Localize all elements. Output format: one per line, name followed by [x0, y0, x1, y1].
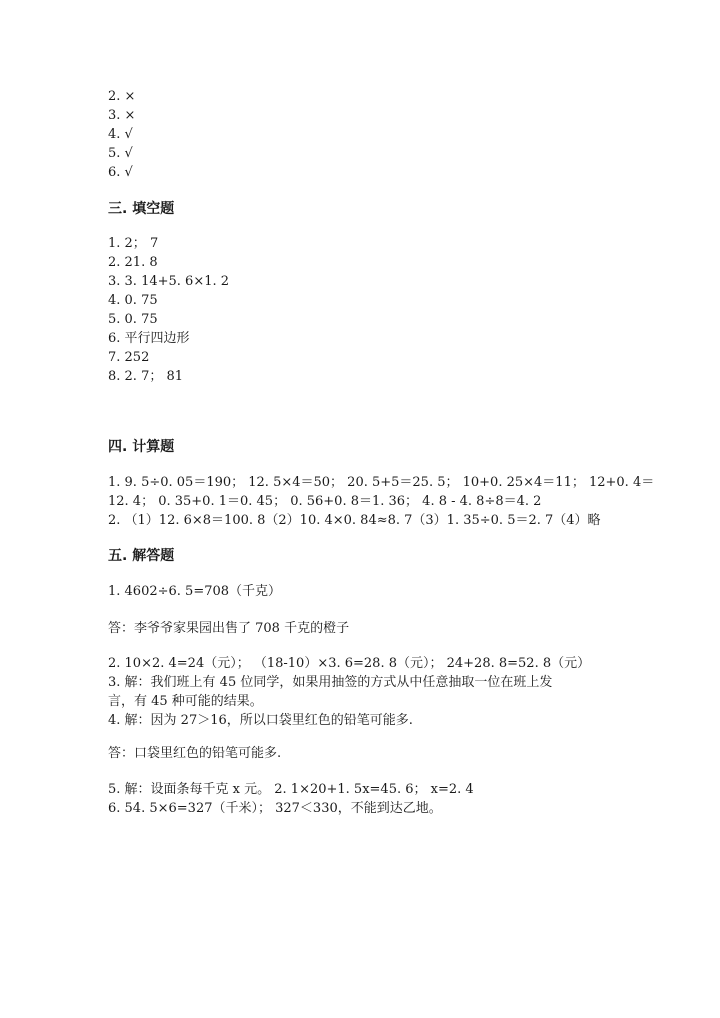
- solve-answer-2: 2. 10×2. 4=24（元）； （18-10）×3. 6=28. 8（元）； 24+28. 8=52. 8（元）: [108, 656, 591, 671]
- section-five-heading: 五. 解答题: [108, 548, 175, 564]
- fill-answer-4: 4. 0. 75: [108, 293, 158, 308]
- judge-answer-4: 4. √: [108, 127, 133, 142]
- judge-answer-5: 5. √: [108, 146, 133, 161]
- solve-answer-5: 5. 解：设面条每千克 x 元。 2. 1×20+1. 5x=45. 6； x=2. 4: [108, 782, 474, 797]
- calc-answer-line-1: 1. 9. 5÷0. 05＝190； 12. 5×4＝50； 20. 5+5＝25. 5； 10+0. 25×4＝11； 12+0. 4＝: [108, 475, 655, 490]
- judge-answer-6: 6. √: [108, 165, 133, 180]
- fill-answer-7: 7. 252: [108, 350, 150, 365]
- fill-answer-5: 5. 0. 75: [108, 312, 158, 327]
- section-three-heading: 三. 填空题: [108, 201, 175, 217]
- judge-answer-3: 3. ×: [108, 108, 136, 123]
- fill-answer-2: 2. 21. 8: [108, 255, 158, 270]
- fill-answer-3: 3. 3. 14+5. 6×1. 2: [108, 274, 230, 289]
- solve-answer-3-line-1: 3. 解：我们班上有 45 位同学，如果用抽签的方式从中任意抽取一位在班上发: [108, 675, 553, 690]
- calc-answer-line-2: 12. 4； 0. 35+0. 1＝0. 45； 0. 56+0. 8＝1. 36； 4. 8 - 4. 8÷8＝4. 2: [108, 494, 542, 509]
- fill-answer-6: 6. 平行四边形: [108, 331, 190, 346]
- solve-answer-4: 4. 解：因为 27＞16，所以口袋里红色的铅笔可能多.: [108, 713, 413, 728]
- judge-answer-2: 2. ×: [108, 89, 136, 104]
- solve-answer-3-line-2: 言，有 45 种可能的结果。: [108, 694, 263, 709]
- section-four-heading: 四. 计算题: [108, 439, 175, 455]
- solve-answer-1: 1. 4602÷6. 5=708（千克）: [108, 584, 282, 599]
- solve-answer-4-reply: 答：口袋里红色的铅笔可能多.: [108, 746, 282, 761]
- fill-answer-1: 1. 2； 7: [108, 236, 159, 251]
- calc-answer-line-3: 2. （1）12. 6×8＝100. 8（2）10. 4×0. 84≈8. 7（3）1. 35÷0. 5＝2. 7（4）略: [108, 513, 601, 528]
- fill-answer-8: 8. 2. 7； 81: [108, 369, 184, 384]
- solve-answer-6: 6. 54. 5×6=327（千米）； 327＜330，不能到达乙地。: [108, 801, 442, 816]
- solve-answer-1-reply: 答：李爷爷家果园出售了 708 千克的橙子: [108, 621, 350, 636]
